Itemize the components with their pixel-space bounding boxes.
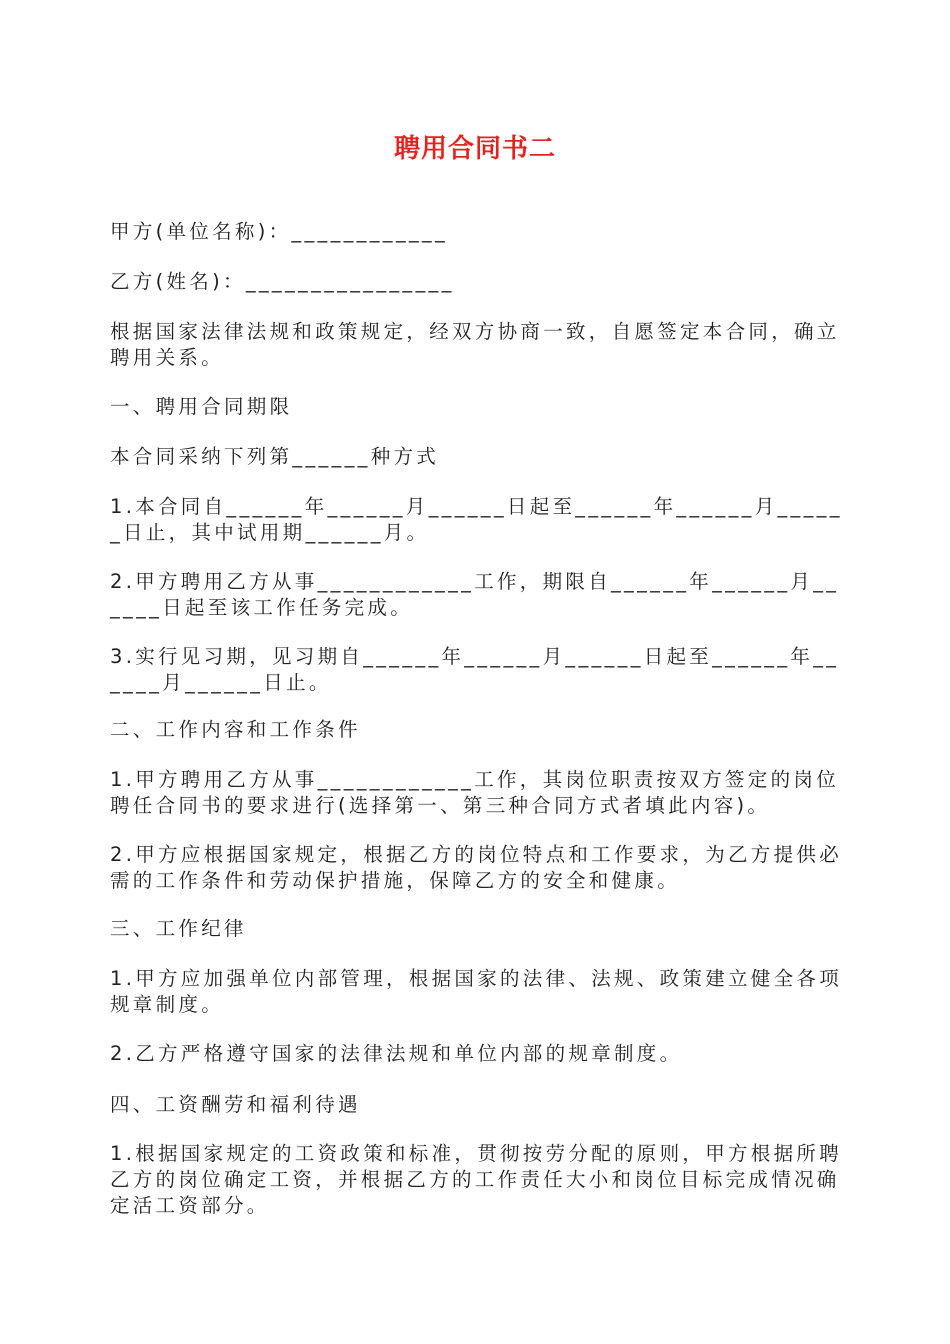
clause-2-1: 1.甲方聘用乙方从事____________工作，其岗位职责按双方签定的岗位聘任合同书的要求进行(选择第一、第三种合同方式者填此内容)。 (110, 768, 840, 817)
party-b-line: 乙方(姓名)：________________ (110, 270, 455, 293)
clause-3-1: 1.甲方应加强单位内部管理，根据国家的法律、法规、政策建立健全各项规章制度。 (110, 967, 843, 1016)
section-heading-3: 三、工作纪律 (110, 917, 247, 940)
preamble-paragraph: 根据国家法律法规和政策规定，经双方协商一致，自愿签定本合同，确立聘用关系。 (110, 320, 840, 369)
clause-1-3: 3.实行见习期，见习期自______年______月______日起至______年______月______日止。 (110, 645, 840, 694)
clause-1-1: 1.本合同自______年______月______日起至______年______月______日止，其中试用期______月。 (110, 495, 843, 544)
document-title: 聘用合同书二 (393, 134, 556, 164)
clause-3-2: 2.乙方严格遵守国家的法律法规和单位内部的规章制度。 (110, 1042, 683, 1065)
paragraph-method: 本合同采纳下列第______种方式 (110, 445, 440, 468)
clause-1-2: 2.甲方聘用乙方从事____________工作，期限自______年______月______日起至该工作任务完成。 (110, 570, 840, 619)
clause-2-2: 2.甲方应根据国家规定，根据乙方的岗位特点和工作要求，为乙方提供必需的工作条件和劳动保护措施，保障乙方的安全和健康。 (110, 843, 843, 892)
section-heading-4: 四、工资酬劳和福利待遇 (110, 1093, 361, 1116)
party-a-line: 甲方(单位名称)：____________ (110, 220, 449, 243)
section-heading-1: 一、聘用合同期限 (110, 395, 293, 418)
section-heading-2: 二、工作内容和工作条件 (110, 718, 361, 741)
clause-4-1: 1.根据国家规定的工资政策和标准，贯彻按劳分配的原则，甲方根据所聘乙方的岗位确定工资，并根据乙方的工作责任大小和岗位目标完成情况确定活工资部分。 (110, 1142, 843, 1217)
